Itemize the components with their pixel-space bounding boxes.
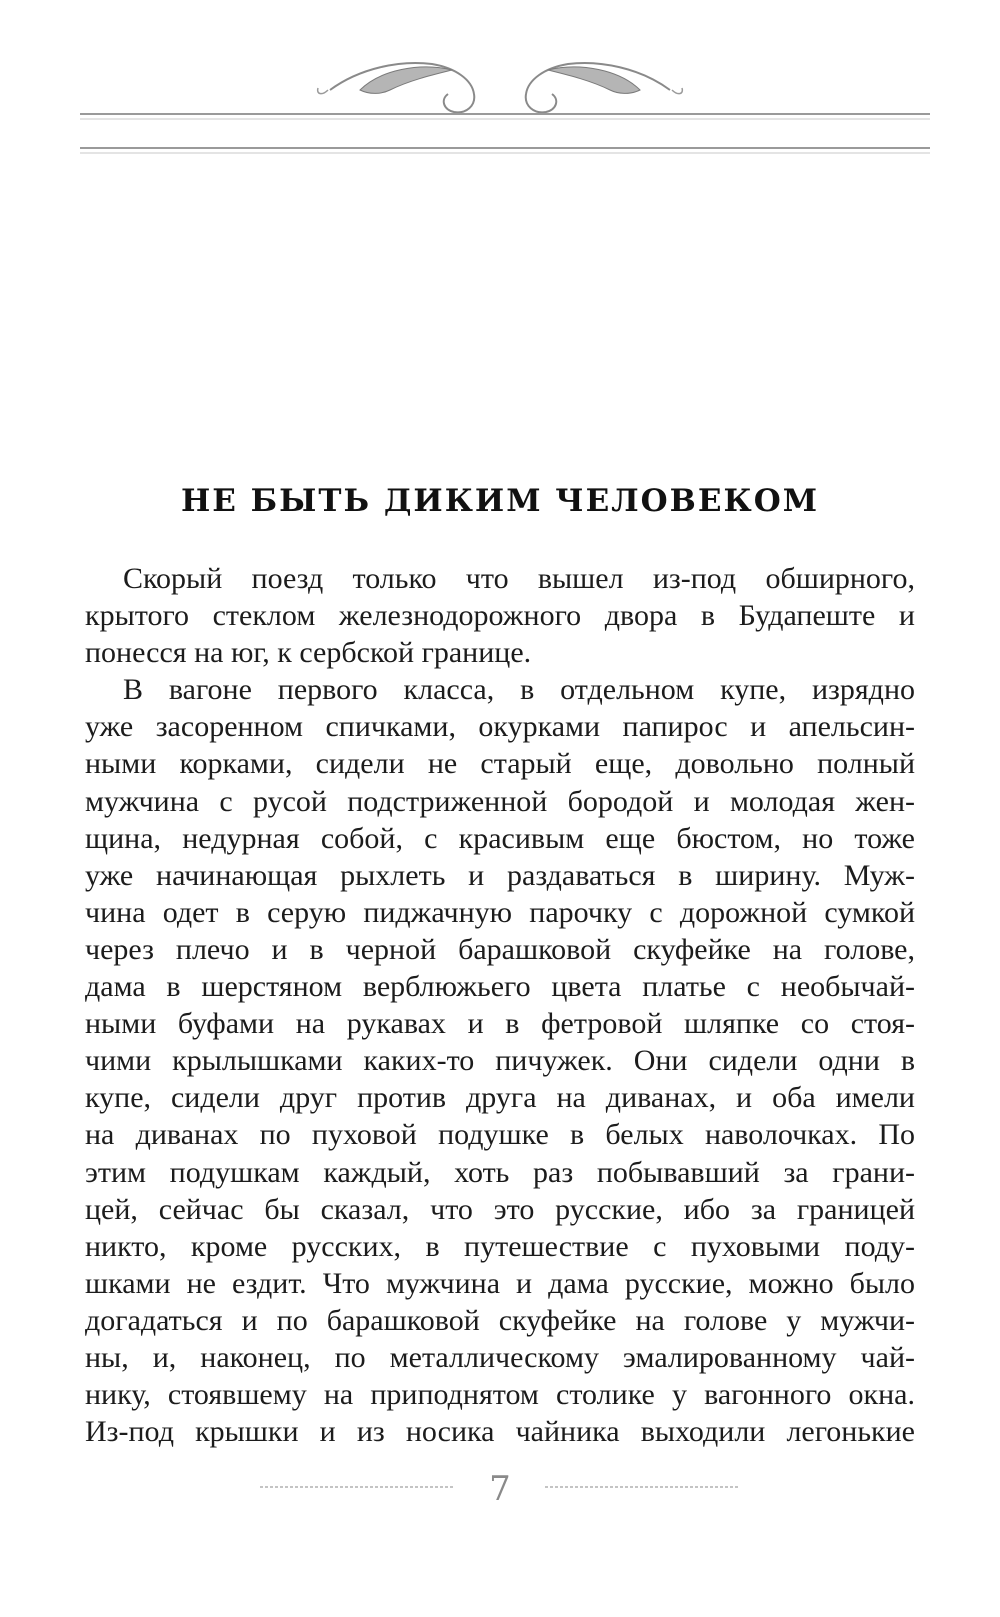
- text-line: никто, кроме русских, в путешествие с пуховыми поду-: [85, 1229, 915, 1263]
- text-line: ны, и, наконец, по металлическому эмалированному чай-: [85, 1340, 915, 1374]
- ornament-left-curl: [318, 88, 328, 94]
- text-line: чими крылышками каких-то пичужек. Они сидели одни в: [85, 1044, 915, 1078]
- ornament-right-leaf: [548, 67, 640, 93]
- text-line: на диванах по пуховой подушке в белых наволочках. По: [85, 1118, 915, 1152]
- chapter-title: НЕ БЫТЬ ДИКИМ ЧЕЛОВЕКОМ: [180, 483, 820, 519]
- text-line: чина одет в серую пиджачную парочку с дорожной сумкой: [85, 895, 915, 929]
- header-ornament: [60, 40, 940, 170]
- text-line: дама в шерстяном верблюжьего цвета платье с необычай-: [85, 970, 915, 1004]
- text-line: ными корками, сидели не старый еще, довольно полный: [85, 747, 915, 781]
- text-line: шками не ездит. Что мужчина и дама русские, можно было: [85, 1266, 915, 1300]
- ornament-right-curl: [672, 88, 682, 94]
- text-line: цей, сейчас бы сказал, что это русские, ибо за границей: [85, 1192, 915, 1226]
- text-line: В вагоне первого класса, в отдельном купе, изрядно: [123, 673, 915, 707]
- text-line: уже начинающая рыхлеть и раздаваться в ширину. Муж-: [85, 858, 915, 892]
- page-number: 7: [489, 1469, 511, 1509]
- text-line: нику, стоявшему на приподнятом столике у вагонного окна.: [85, 1378, 915, 1412]
- footer-ornament: [250, 1462, 750, 1512]
- text-line: уже засоренном спичками, окурками папирос и апельсин-: [85, 710, 915, 744]
- ornament-left-leaf: [360, 67, 452, 93]
- text-line: ными буфами на рукавах и в фетровой шляпке со стоя-: [85, 1007, 915, 1041]
- text-line: щина, недурная собой, с красивым еще бюстом, но тоже: [85, 821, 915, 855]
- text-line: понесся на юг, к сербской границе.: [85, 636, 532, 670]
- body-text: [85, 560, 915, 1450]
- text-line: Из-под крышки и из носика чайника выходили легонькие: [85, 1415, 915, 1449]
- text-line: через плечо и в черной барашковой скуфейке на голове,: [85, 932, 915, 966]
- text-line: крытого стеклом железнодорожного двора в Будапеште и: [85, 599, 915, 633]
- text-line: Скорый поезд только что вышел из-под обширного,: [123, 562, 915, 595]
- text-line: догадаться и по барашковой скуфейке на голове у мужчи-: [85, 1303, 915, 1337]
- text-line: мужчина с русой подстриженной бородой и молодая жен-: [85, 784, 915, 818]
- text-line: этим подушкам каждый, хоть раз побывавший за грани-: [85, 1155, 915, 1189]
- text-line: купе, сидели друг против друга на диванах, и оба имели: [85, 1081, 915, 1115]
